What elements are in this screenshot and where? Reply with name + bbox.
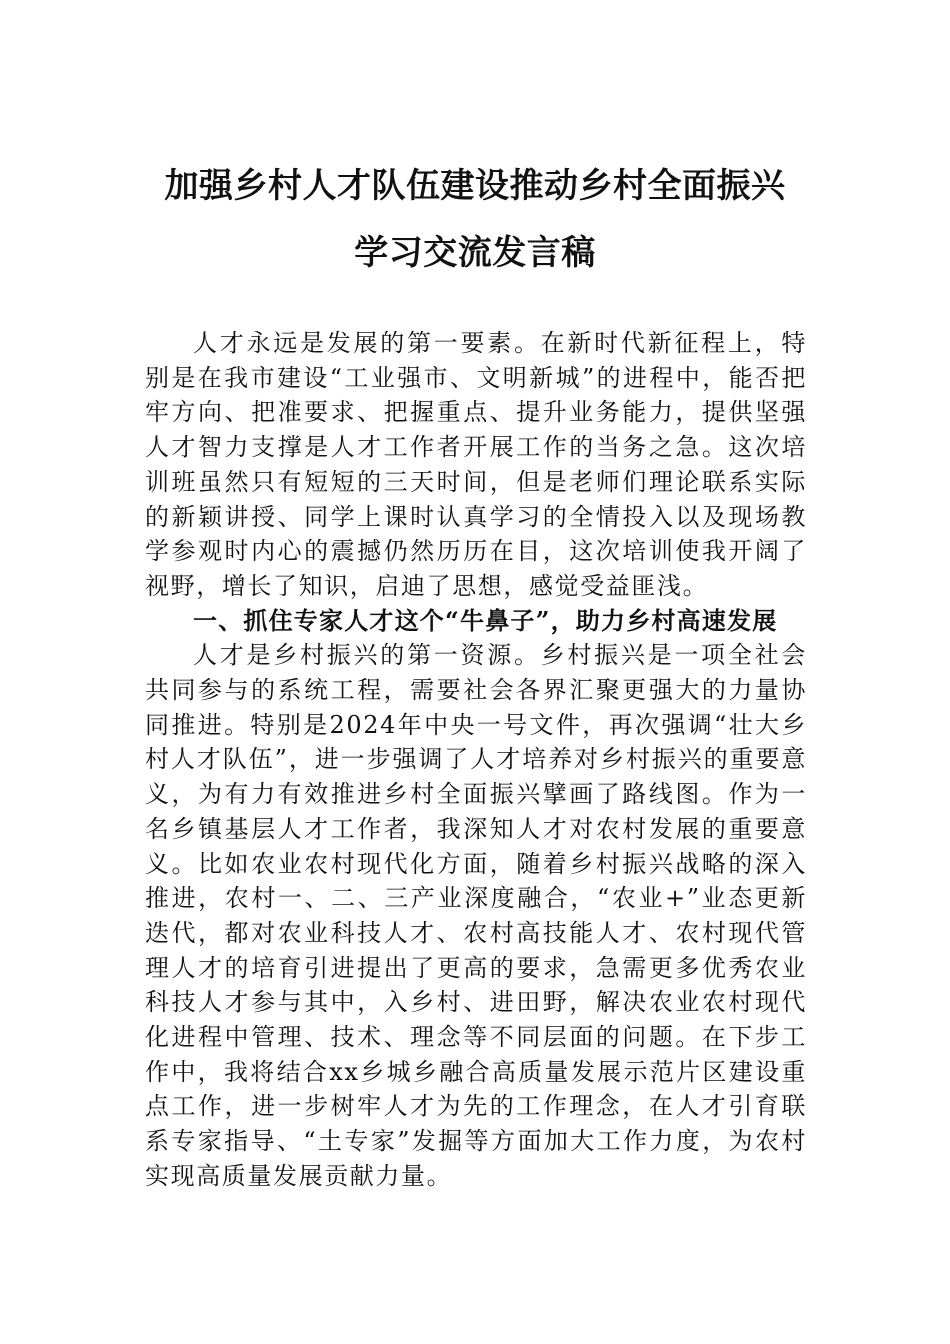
document-title-line1: 加强乡村人才队伍建设推动乡村全面振兴: [164, 166, 786, 206]
document-title-line2: 学习交流发言稿: [354, 233, 596, 273]
document-body: [145, 326, 807, 1194]
section-heading-1: 一、抓住专家人才这个“牛鼻子”，助力乡村高速发展: [193, 605, 778, 635]
intro-paragraph: 人才永远是发展的第一要素。在新时代新征程上，特别是在我市建设“工业强市、文明新城”的进程中，能否把牢方向、把准要求、把握重点、提升业务能力，提供坚强人才智力支撑是人才工作者开展工作的当务之急。这次培训班虽然只有短短的三天时间，但是老师们理论联系实际的新颖讲授、同学上课时认真学习的全情投入以及现场教学参观时内心的震撼仍然历历在目，这次培训使我开阔了视野，增长了知识，启迪了思想，感觉受益匪浅。: [145, 329, 807, 600]
section-1-paragraph: 人才是乡村振兴的第一资源。乡村振兴是一项全社会共同参与的系统工程，需要社会各界汇聚更强大的力量协同推进。特别是2024年中央一号文件，再次强调“壮大乡村人才队伍”，进一步强调了人才培养对乡村振兴的重要意义，为有力有效推进乡村全面振兴擘画了路线图。作为一名乡镇基层人才工作者，我深知人才对农村发展的重要意义。比如农业农村现代化方面，随着乡村振兴战略的深入推进，农村一、二、三产业深度融合，“农业+”业态更新迭代，都对农业科技人才、农村高技能人才、农村现代管理人才的培育引进提出了更高的要求，急需更多优秀农业科技人才参与其中，入乡村、进田野，解决农业农村现代化进程中管理、技术、理念等不同层面的问题。在下步工作中，我将结合xx乡城乡融合高质量发展示范片区建设重点工作，进一步树牢人才为先的工作理念，在人才引育联系专家指导、“土专家”发掘等方面加大工作力度，为农村实现高质量发展贡献力量。: [145, 641, 807, 1190]
